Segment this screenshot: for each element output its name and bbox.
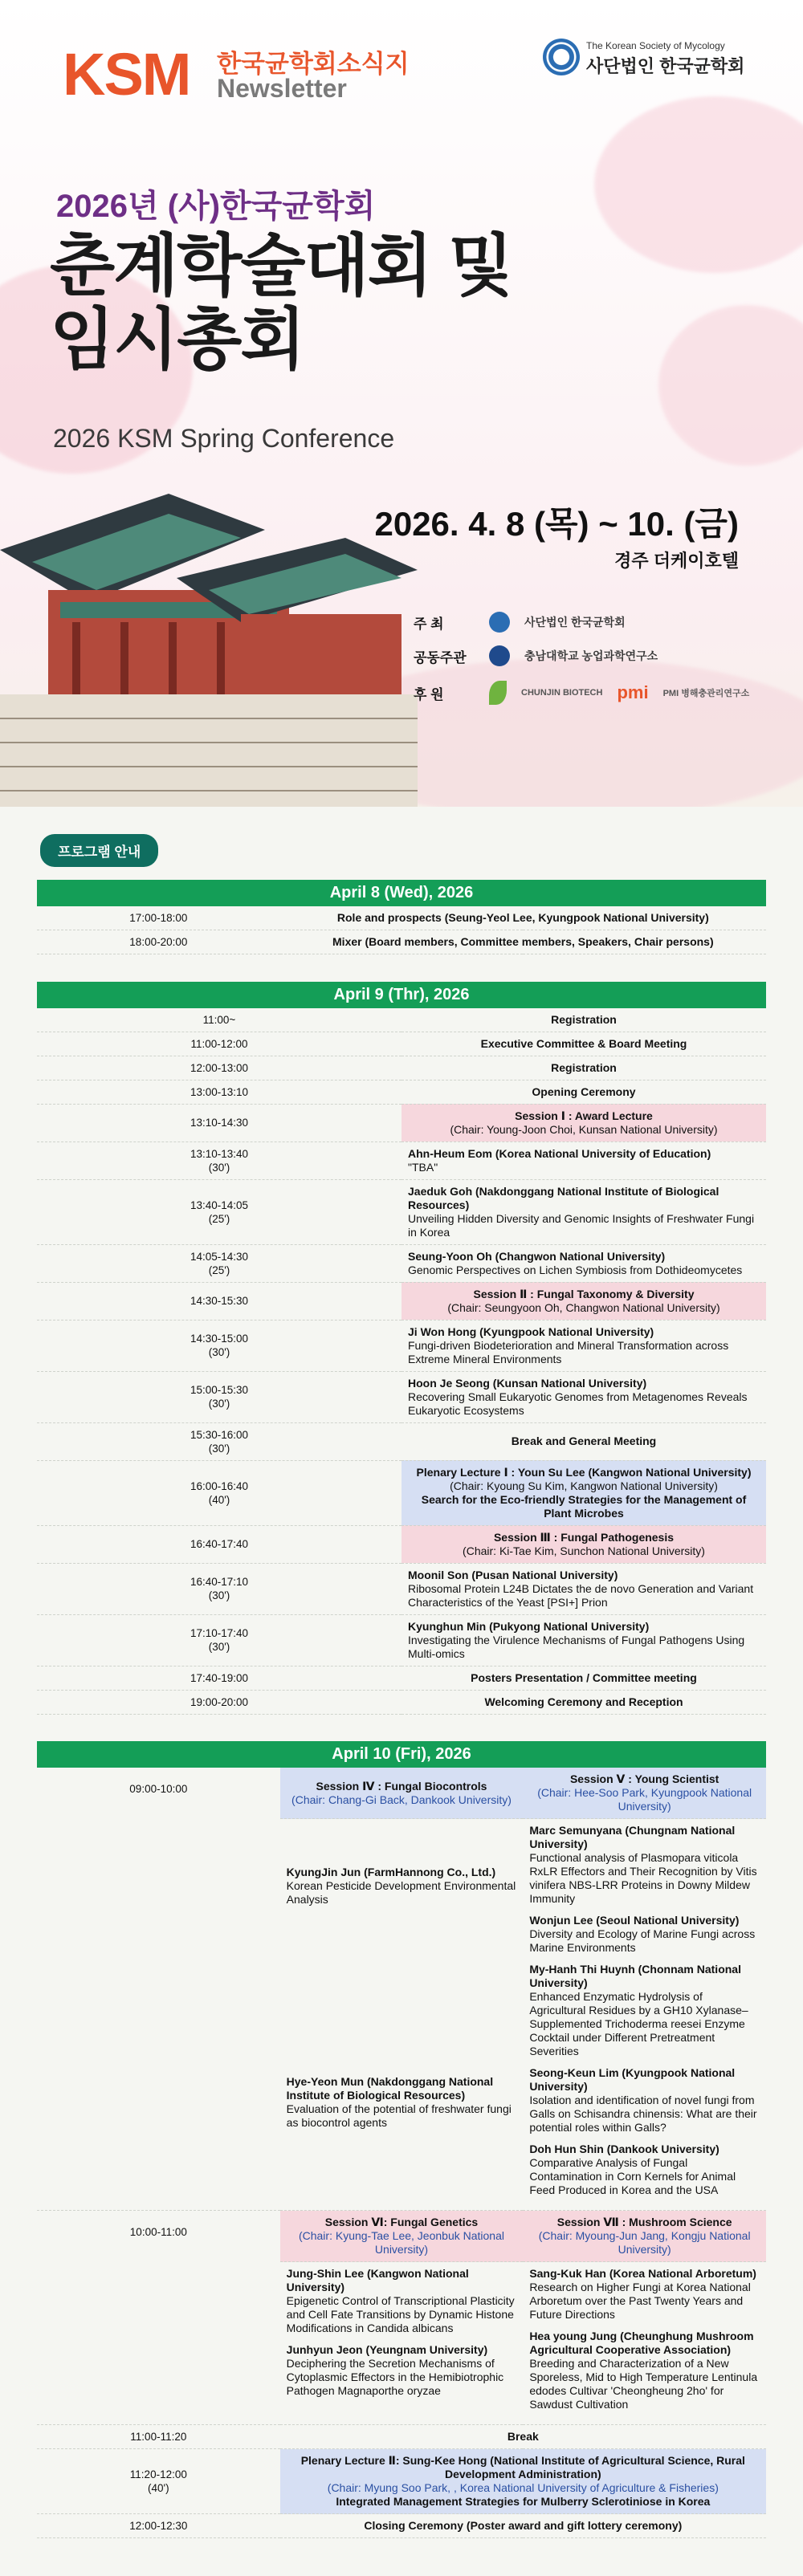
talk-title: Breeding and Characterization of a New Sporeless, Mid to High Temperature Lentinula edodes Cultivar 'Cheongheung 2ho' for Sawdust Cultivation xyxy=(529,2357,758,2411)
table-row xyxy=(37,1422,766,1460)
speaker-name: Hye-Yeon Mun (Nakdonggang National Institute of Biological Resources) xyxy=(286,2075,494,2102)
session-chair: (Chair: Hee-Soo Park, Kyungpook National University) xyxy=(537,1786,752,1813)
duration-text: (40') xyxy=(208,1493,230,1506)
day3-header: April 10 (Fri), 2026 xyxy=(37,1741,766,1768)
event-cell: Break and General Meeting xyxy=(402,1422,766,1460)
time-cell: 12:00-12:30 xyxy=(37,2514,280,2538)
organizer-role: 공동주관 xyxy=(414,649,467,665)
day1-table xyxy=(37,880,766,982)
session-chair: (Chair: Young-Joon Choi, Kunsan National University) xyxy=(450,1122,718,1136)
plenary-cell xyxy=(402,1460,766,1525)
society-name-english: The Korean Society of Mycology xyxy=(586,40,725,51)
event-date: 2026. 4. 8 (목) ~ 10. (금) xyxy=(374,505,739,543)
organizer-role: 주 최 xyxy=(414,616,444,632)
parallel-session-header-row xyxy=(37,2211,766,2262)
talk-title: Functional analysis of Plasmopara viticola RxLR Effectors and Their Recognition by Vitis vinifera NBS-LRR Proteins in Downy Mildew Immunity xyxy=(529,1851,757,1905)
session-row xyxy=(37,1282,766,1320)
time-text: 11:20-12:00 xyxy=(129,2468,187,2480)
talk-cell xyxy=(402,1614,766,1666)
parallel-session-header-row xyxy=(37,1768,766,1819)
day2-header: April 9 (Thr), 2026 xyxy=(37,982,766,1008)
event-cell: Registration xyxy=(402,1056,766,1080)
talk-item xyxy=(529,2267,760,2322)
session-chair: (Chair: Ki-Tae Kim, Sunchon National University) xyxy=(463,1544,705,1557)
session-row xyxy=(37,1525,766,1563)
society-emblem-icon xyxy=(543,39,580,75)
sponsor-name: PMI 병해충관리연구소 xyxy=(662,689,750,698)
duration-text: (30') xyxy=(208,1589,230,1601)
session-chair: (Chair: Seungyoon Oh, Changwon National University) xyxy=(447,1300,720,1314)
session-row xyxy=(37,1104,766,1141)
talk-row xyxy=(37,1614,766,1666)
plenary-row xyxy=(37,2449,766,2514)
pavilion-illustration xyxy=(0,450,418,807)
talk-item xyxy=(287,2343,517,2398)
session-chair: (Chair: Kyung-Tae Lee, Jeonbuk National University) xyxy=(298,2229,504,2256)
duration-text: (40') xyxy=(148,2482,169,2494)
time-cell: 09:00-10:00 xyxy=(37,1768,280,2211)
organizer-host-row xyxy=(414,608,626,636)
ksm-logo: KSM xyxy=(63,41,190,108)
time-cell: 16:40-17:40 xyxy=(37,1525,402,1563)
pmi-logo-icon: pmi xyxy=(617,682,649,702)
speaker-name: Jung-Shin Lee (Kangwon National University) xyxy=(286,2267,469,2293)
event-title xyxy=(50,229,512,376)
talk-row xyxy=(37,1563,766,1614)
talk-title: Fungi-driven Biodeterioration and Mineral Transformation across Extreme Mineral Environments xyxy=(408,1338,729,1365)
talk-title: Genomic Perspectives on Lichen Symbiosis from Dothideomycetes xyxy=(408,1263,743,1276)
time-text: 17:10-17:40 xyxy=(190,1627,249,1639)
society-name-korean: 사단법인 한국균학회 xyxy=(586,56,745,76)
duration-text: (30') xyxy=(208,1346,230,1358)
session-cell xyxy=(523,1768,766,1819)
time-cell: 17:00-18:00 xyxy=(37,906,280,930)
organizer-name: 사단법인 한국균학회 xyxy=(524,616,626,629)
talk-cell xyxy=(402,1371,766,1422)
right-talks-cell xyxy=(523,2262,766,2425)
event-title-line1: 춘계학술대회 및 xyxy=(50,228,512,303)
talk-title: Isolation and identification of novel fungi from Galls on Schisandra chinensis: What are their potential roles within Galls? xyxy=(529,2094,757,2134)
plenary-cell xyxy=(280,2449,766,2514)
time-cell xyxy=(37,1422,402,1460)
session-cell xyxy=(402,1525,766,1563)
organizer-role: 후 원 xyxy=(414,686,444,702)
talk-title: Epigenetic Control of Transcriptional Plasticity and Cell Fate Transitions by Dynamic Histone Modifications in Candida albicans xyxy=(286,2294,515,2334)
talk-title: Recovering Small Eukaryotic Genomes from Metagenomes Reveals Eukaryotic Ecosystems xyxy=(408,1390,748,1417)
organizer-name: 충남대학교 농업과학연구소 xyxy=(524,649,658,662)
talk-title: Diversity and Ecology of Marine Fungi across Marine Environments xyxy=(529,1927,756,1954)
talk-cell xyxy=(402,1244,766,1282)
speaker-name: Kyunghun Min (Pukyong National University) xyxy=(408,1619,650,1633)
plenary-title: Plenary Lecture Ⅱ: Sung-Kee Hong (National Institute of Agricultural Science, Rural Development Administration) xyxy=(300,2454,745,2480)
leaf-logo-icon xyxy=(489,681,507,705)
plenary-chair: (Chair: Myung Soo Park, , Korea National University of Agriculture & Fisheries) xyxy=(327,2481,719,2494)
time-text: 14:05-14:30 xyxy=(190,1250,249,1263)
organizer-sponsor-row xyxy=(414,679,749,706)
talk-cell xyxy=(402,1179,766,1244)
day3-table xyxy=(37,1741,766,2538)
talk-item xyxy=(287,2267,517,2335)
event-cell: Closing Ceremony (Poster award and gift lottery ceremony) xyxy=(280,2514,766,2538)
session-title: Session Ⅵ: Fungal Genetics xyxy=(324,2216,479,2228)
speaker-name: Seong-Keun Lim (Kyungpook National University) xyxy=(529,2066,736,2093)
talk-title: Deciphering the Secretion Mechanisms of Cytoplasmic Effectors in the Hemibiotrophic Pathogen Magnaporthe oryzae xyxy=(286,2357,504,2397)
time-text: 14:30-15:00 xyxy=(190,1333,249,1345)
plenary-talk: Search for the Eco-friendly Strategies for the Management of Plant Microbes xyxy=(421,1492,747,1520)
table-row xyxy=(37,1690,766,1714)
speaker-name: Wonjun Lee (Seoul National University) xyxy=(529,1914,740,1927)
session-chair: (Chair: Myoung-Jun Jang, Kongju National University) xyxy=(538,2229,751,2256)
speaker-name: Hea young Jung (Cheunghung Mushroom Agricultural Cooperative Association) xyxy=(529,2330,754,2356)
time-cell xyxy=(37,1614,402,1666)
speaker-name: KyungJin Jun (FarmHannong Co., Ltd.) xyxy=(286,1866,496,1878)
talk-cell xyxy=(402,1141,766,1179)
table-row xyxy=(37,2514,766,2538)
speaker-name: Jaeduk Goh (Nakdonggang National Institute of Biological Resources) xyxy=(408,1184,719,1211)
time-cell xyxy=(37,1320,402,1371)
talk-item xyxy=(529,2066,760,2134)
time-cell xyxy=(37,2449,280,2514)
day2-table xyxy=(37,982,766,1742)
university-emblem-icon xyxy=(489,645,510,666)
event-cell: Break xyxy=(280,2425,766,2449)
session-title: Session Ⅳ : Fungal Biocontrols xyxy=(316,1779,487,1793)
left-talks-cell xyxy=(280,1819,524,2211)
program-badge: 프로그램 안내 xyxy=(40,834,158,867)
event-title-english: 2026 KSM Spring Conference xyxy=(53,424,395,453)
time-cell: 11:00-12:00 xyxy=(37,1032,402,1056)
organizer-cohost-row xyxy=(414,642,658,669)
speaker-name: Sang-Kuk Han (Korea National Arboretum) xyxy=(529,2267,756,2280)
time-text: 13:40-14:05 xyxy=(190,1198,249,1211)
duration-text: (30') xyxy=(208,1398,230,1410)
talk-title: Korean Pesticide Development Environmental Analysis xyxy=(286,1879,516,1906)
event-venue: 경주 더케이호텔 xyxy=(614,551,739,571)
speaker-name: Marc Semunyana (Chungnam National University) xyxy=(529,1824,736,1850)
right-talks-cell xyxy=(523,1819,766,2211)
session-title: Session Ⅱ : Fungal Taxonomy & Diversity xyxy=(473,1287,695,1300)
speaker-name: Seung-Yoon Oh (Changwon National University) xyxy=(408,1249,666,1263)
talk-item xyxy=(529,1914,760,1955)
duration-text: (25') xyxy=(208,1212,230,1225)
talk-row xyxy=(37,1179,766,1244)
time-cell: 14:30-15:30 xyxy=(37,1282,402,1320)
session-cell xyxy=(523,2211,766,2262)
speaker-name: Ji Won Hong (Kyungpook National University) xyxy=(408,1325,654,1338)
talk-row xyxy=(37,1371,766,1422)
time-cell xyxy=(37,1179,402,1244)
time-cell: 13:00-13:10 xyxy=(37,1080,402,1104)
table-row xyxy=(37,1080,766,1104)
session-title: Session Ⅰ : Award Lecture xyxy=(515,1109,653,1122)
speaker-name: Ahn-Heum Eom (Korea National University of Education) xyxy=(408,1146,711,1160)
talk-item xyxy=(529,2143,760,2197)
time-cell xyxy=(37,1563,402,1614)
talk-cell xyxy=(402,1563,766,1614)
left-talks-cell xyxy=(280,2262,524,2425)
event-cell: Registration xyxy=(402,1008,766,1032)
table-row xyxy=(37,1032,766,1056)
duration-text: (30') xyxy=(208,1161,230,1174)
plenary-title: Plenary Lecture Ⅰ : Youn Su Lee (Kangwon National University) xyxy=(416,1465,752,1479)
talk-item xyxy=(529,2330,760,2411)
speaker-name: Doh Hun Shin (Dankook University) xyxy=(529,2143,719,2155)
time-text: 16:40-17:10 xyxy=(190,1576,249,1588)
talk-item xyxy=(529,1824,760,1906)
table-row xyxy=(37,1056,766,1080)
event-title-line2: 임시총회 xyxy=(50,302,304,377)
session-cell xyxy=(402,1282,766,1320)
day1-header: April 8 (Wed), 2026 xyxy=(37,880,766,906)
talk-title: Evaluation of the potential of freshwater fungi as biocontrol agents xyxy=(286,2102,512,2129)
session-chair: (Chair: Chang-Gi Back, Dankook University) xyxy=(291,1793,512,1806)
event-cell: Executive Committee & Board Meeting xyxy=(402,1032,766,1056)
session-title: Session Ⅲ : Fungal Pathogenesis xyxy=(493,1530,675,1544)
session-cell xyxy=(280,1768,524,1819)
duration-text: (30') xyxy=(208,1442,230,1455)
time-text: 13:10-13:40 xyxy=(190,1147,249,1160)
talk-item xyxy=(287,1866,517,1907)
talk-title: Unveiling Hidden Diversity and Genomic Insights of Freshwater Fungi in Korea xyxy=(408,1211,755,1239)
speaker-name: Hoon Je Seong (Kunsan National University) xyxy=(408,1376,647,1390)
newsletter-korean-title: 한국균학회소식지 xyxy=(217,50,410,78)
speaker-name: Junhyun Jeon (Yeungnam University) xyxy=(286,2343,488,2356)
time-cell: 10:00-11:00 xyxy=(37,2211,280,2425)
plenary-talk: Integrated Management Strategies for Mulberry Sclerotiniose in Korea xyxy=(336,2495,711,2508)
session-title: Session Ⅶ : Mushroom Science xyxy=(556,2216,732,2228)
table-row xyxy=(37,1666,766,1690)
sponsor-name: CHUNJIN BIOTECH xyxy=(521,688,603,698)
event-subtitle: 2026년 (사)한국균학회 xyxy=(56,189,376,224)
table-row xyxy=(37,906,766,930)
table-row xyxy=(37,930,766,954)
talk-item xyxy=(529,1963,760,2058)
society-emblem-icon xyxy=(489,612,510,633)
event-cell: Welcoming Ceremony and Reception xyxy=(402,1690,766,1714)
talk-item xyxy=(287,2075,517,2130)
event-cell: Opening Ceremony xyxy=(402,1080,766,1104)
time-cell: 17:40-19:00 xyxy=(37,1666,402,1690)
hero-banner xyxy=(0,0,803,807)
time-cell: 12:00-13:00 xyxy=(37,1056,402,1080)
talk-title: Enhanced Enzymatic Hydrolysis of Agricultural Residues by a GH10 Xylanase–Supplemented Trichoderma reesei Enzyme Cocktail under Different Pretreatment Severities xyxy=(529,1990,748,2057)
event-cell: Role and prospects (Seung-Yeol Lee, Kyungpook National University) xyxy=(280,906,766,930)
time-cell: 11:00~ xyxy=(37,1008,402,1032)
talk-cell xyxy=(402,1320,766,1371)
time-cell: 11:00-11:20 xyxy=(37,2425,280,2449)
session-cell xyxy=(280,2211,524,2262)
table-row xyxy=(37,2425,766,2449)
talk-title: Investigating the Virulence Mechanisms of Fungal Pathogens Using Multi-omics xyxy=(408,1633,745,1660)
talk-row xyxy=(37,1320,766,1371)
time-cell: 19:00-20:00 xyxy=(37,1690,402,1714)
plenary-chair: (Chair: Kyoung Su Kim, Kangwon National University) xyxy=(450,1479,718,1492)
time-text: 15:00-15:30 xyxy=(190,1384,249,1396)
session-cell xyxy=(402,1104,766,1141)
program-section xyxy=(0,807,803,2538)
time-text: 16:00-16:40 xyxy=(190,1479,249,1492)
time-cell: 13:10-14:30 xyxy=(37,1104,402,1141)
time-text: 15:30-16:00 xyxy=(190,1428,249,1441)
talk-title: "TBA" xyxy=(408,1160,438,1174)
table-row xyxy=(37,1008,766,1032)
speaker-name: Moonil Son (Pusan National University) xyxy=(408,1568,618,1581)
time-cell: 18:00-20:00 xyxy=(37,930,280,954)
duration-text: (30') xyxy=(208,1641,230,1653)
talk-row xyxy=(37,1244,766,1282)
time-cell xyxy=(37,1141,402,1179)
session-title: Session Ⅴ : Young Scientist xyxy=(569,1772,719,1785)
time-cell xyxy=(37,1371,402,1422)
talk-title: Ribosomal Protein L24B Dictates the de novo Generation and Variant Characteristics of the Yeast [PSI+] Prion xyxy=(408,1581,754,1609)
event-cell: Mixer (Board members, Committee members, Speakers, Chair persons) xyxy=(280,930,766,954)
speaker-name: My-Hanh Thi Huynh (Chonnam National University) xyxy=(529,1963,741,1989)
plenary-row xyxy=(37,1460,766,1525)
event-cell: Posters Presentation / Committee meeting xyxy=(402,1666,766,1690)
time-cell xyxy=(37,1460,402,1525)
talk-title: Comparative Analysis of Fungal Contamination in Corn Kernels for Animal Feed Produced in Korea and the USA xyxy=(529,2156,736,2196)
newsletter-english-title: Newsletter xyxy=(217,74,347,103)
talk-title: Research on Higher Fungi at Korea National Arboretum over the Past Twenty Years and Future Directions xyxy=(529,2281,751,2321)
time-cell xyxy=(37,1244,402,1282)
talk-row xyxy=(37,1141,766,1179)
duration-text: (25') xyxy=(208,1264,230,1276)
